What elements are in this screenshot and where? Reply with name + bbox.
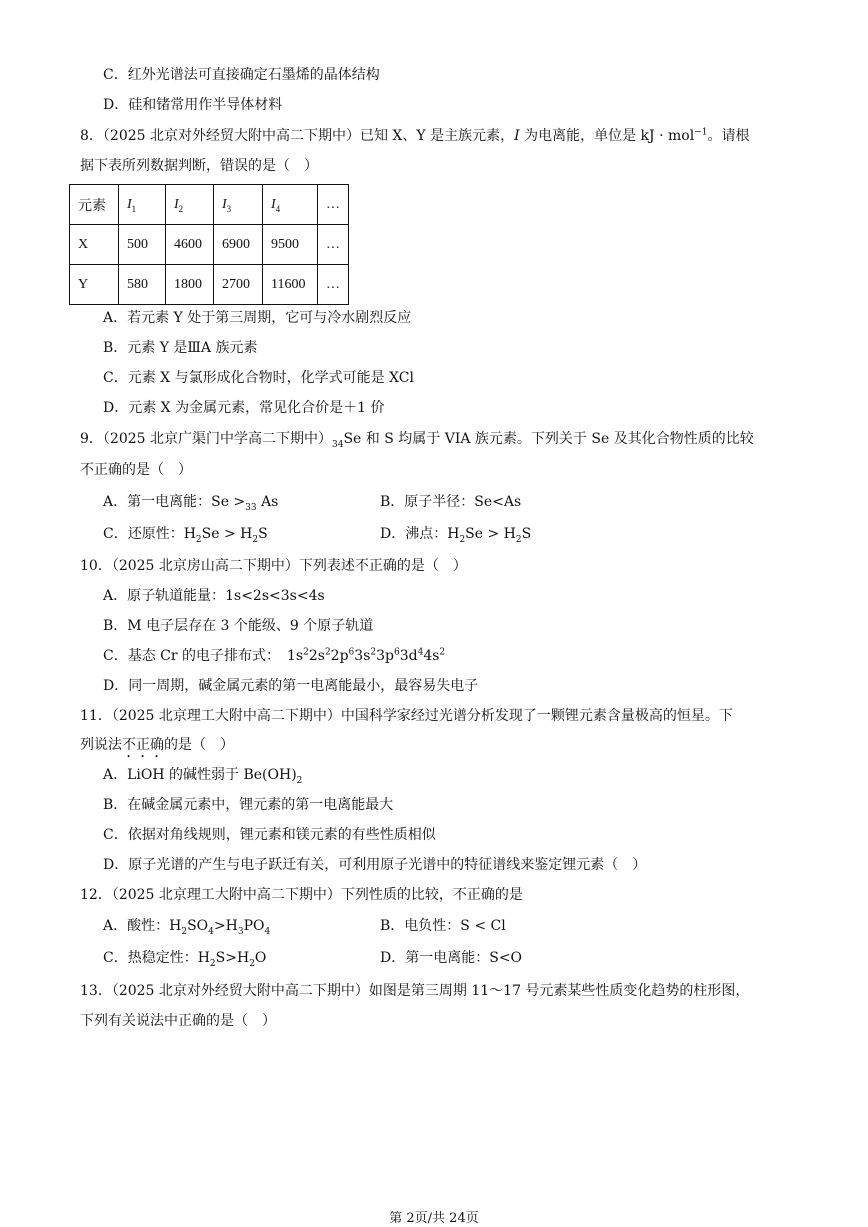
question-12-option-d: D．第一电离能：S<O — [380, 950, 523, 966]
table-cell: $I_1$ — [119, 185, 166, 225]
question-9-option-a: A．第一电离能：$Se >_{33}$ As — [103, 494, 279, 513]
table-cell: $I_4$ — [263, 185, 318, 225]
question-11-stem: 11．（2025 北京理工大附中高二下期中）中国科学家经过光谱分析发现了一颗锂元素含量极高的恒星。下 — [80, 708, 733, 724]
table-cell: $I_2$ — [166, 185, 214, 225]
question-13-stem-cont: 下列有关说法中正确的是（ ） — [80, 1013, 276, 1029]
table-cell: 元素 — [70, 185, 119, 225]
table-row — [70, 225, 349, 265]
question-8-option-c: C．元素 X 与氯形成化合物时，化学式可能是 XCl — [103, 370, 414, 386]
question-12-option-c: C．热稳定性：$H_2S>H_2O$ — [103, 950, 267, 969]
table-cell: 4600 — [166, 225, 214, 265]
question-12-option-b: B．电负性：S < Cl — [380, 918, 506, 934]
table-cell: 2700 — [214, 265, 263, 305]
question-11-option-a: A．LiOH 的碱性弱于 $Be(OH)_2$ — [103, 767, 303, 786]
question-11-option-b: B．在碱金属元素中，锂元素的第一电离能最大 — [103, 797, 394, 813]
table-cell: 1800 — [166, 265, 214, 305]
question-10-option-d: D．同一周期，碱金属元素的第一电离能最小，最容易失电子 — [103, 678, 479, 694]
question-10-stem: 10．（2025 北京房山高二下期中）下列表述不正确的是（ ） — [80, 558, 467, 574]
table-cell: X — [70, 225, 119, 265]
table-cell: … — [318, 265, 349, 305]
question-11-option-c: C．依据对角线规则，锂元素和镁元素的有些性质相似 — [103, 827, 436, 843]
question-8-option-d: D．元素 X 为金属元素，常见化合价是＋1 价 — [103, 400, 385, 416]
question-12-option-a: A．酸性：$H_2SO_4>H_3PO_4$ — [103, 918, 271, 937]
question-8-option-b: B．元素 Y 是ⅢA 族元素 — [103, 340, 258, 356]
table-cell: … — [318, 225, 349, 265]
table-row — [70, 265, 349, 305]
table-cell: … — [318, 185, 349, 225]
table-cell: Y — [70, 265, 119, 305]
question-8-stem-cont: 据下表所列数据判断，错误的是（ ） — [80, 158, 318, 174]
question-13-stem: 13．（2025 北京对外经贸大附中高二下期中）如图是第三周期 11～17 号元素某些性质变化趋势的柱形图， — [80, 983, 750, 999]
table-cell: 9500 — [263, 225, 318, 265]
question-11-option-d: D．原子光谱的产生与电子跃迁有关，可利用原子光谱中的特征谱线来鉴定锂元素（ ） — [103, 857, 647, 873]
question-9-option-d: D．沸点：$H_2Se > H_2S$ — [380, 526, 532, 545]
question-10-option-c: C．基态 Cr 的电子排布式： $1s^22s^22p^63s^23p^63d^44s^2$ — [103, 647, 446, 664]
table-cell: 580 — [119, 265, 166, 305]
question-9-option-c: C．还原性：$H_2Se > H_2S$ — [103, 526, 268, 545]
question-11-stem-cont: 列说法不正确的是（ ） — [80, 737, 234, 753]
table-cell: 11600 — [263, 265, 318, 305]
ionization-energy-table — [69, 184, 349, 305]
question-8-option-a: A．若元素 Y 处于第三周期，它可与冷水剧烈反应 — [103, 310, 412, 326]
table-header-row — [70, 185, 349, 225]
question-9-stem: 9．（2025 北京广渠门中学高二下期中）$_{34}Se$ 和 S 均属于 VIA 族元素。下列关于 Se 及其化合物性质的比较 — [80, 431, 754, 450]
table-cell: $I_3$ — [214, 185, 263, 225]
question-9-option-b: B．原子半径：Se<As — [380, 494, 522, 510]
question-12-stem: 12．（2025 北京理工大附中高二下期中）下列性质的比较，不正确的是 — [80, 887, 523, 903]
question-8-stem: 8．（2025 北京对外经贸大附中高二下期中）已知 X、Y 是主族元素，I 为电离能，单位是 kJ · mol$^{-1}$。请根 — [80, 127, 750, 144]
option-d: D．硅和锗常用作半导体材料 — [103, 97, 283, 113]
emphasis-dots: 不正确 — [122, 737, 164, 753]
question-10-option-b: B．M 电子层存在 3 个能级、9 个原子轨道 — [103, 618, 374, 634]
question-10-option-a: A．原子轨道能量：1s<2s<3s<4s — [103, 588, 325, 604]
option-c: C．红外光谱法可直接确定石墨烯的晶体结构 — [103, 67, 380, 83]
page-number: 第 2页/共 24页 — [389, 1211, 479, 1226]
table-cell: 500 — [119, 225, 166, 265]
question-9-stem-cont: 不正确的是（ ） — [80, 462, 192, 478]
table-cell: 6900 — [214, 225, 263, 265]
